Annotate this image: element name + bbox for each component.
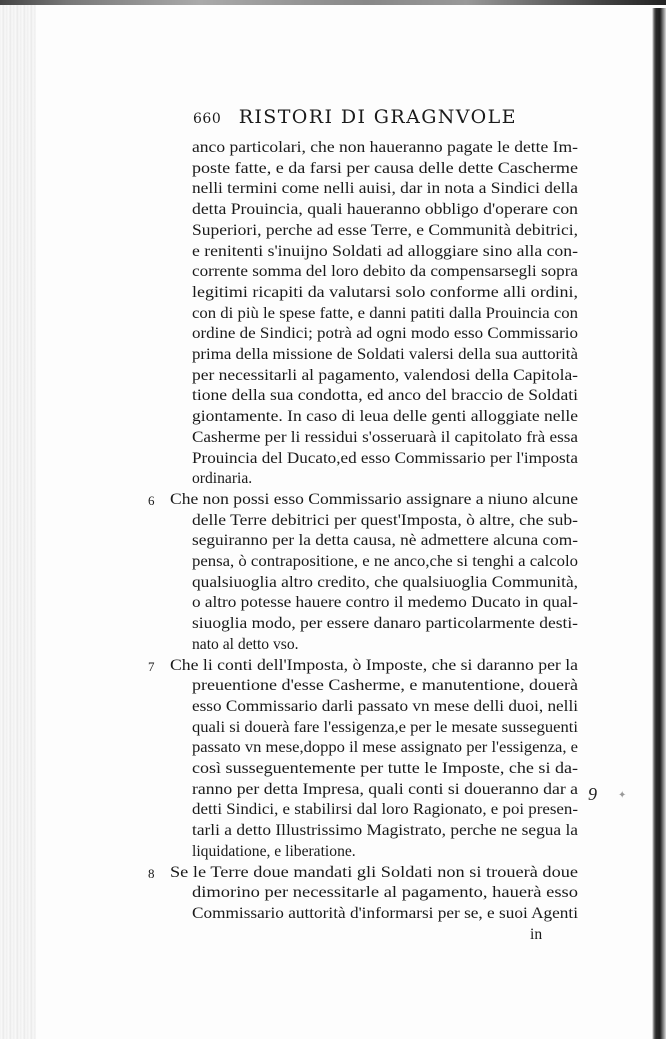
text-line: delle Terre debitrici per quest'Imposta, ò altre, che sub- — [192, 511, 578, 529]
text-line: passato vn mese,doppo il mese assignato per l'essigenza, e — [192, 739, 578, 757]
running-head — [193, 106, 517, 128]
text-line: Commissario auttorità d'informarsi per se, e suoi Agenti — [192, 904, 578, 922]
text-line: seguiranno per la detta causa, nè admettere alcuna com- — [192, 532, 578, 550]
text-line: prima della missione de Soldati valersi della sua auttorità — [192, 346, 578, 363]
running-title: RISTORI DI GRAGNVOLE — [238, 106, 517, 128]
text-line: e renitenti s'inuijno Soldati ad alloggiare sino alla con- — [192, 242, 578, 260]
text-line: Che non possi esso Commissario assignare a niuno alcune — [170, 490, 578, 508]
text-line: detta Prouincia, quali haueranno obbligo d'operare con — [192, 201, 578, 219]
text-line: esso Commissario darli passato vn mese delli duoi, nelli — [192, 697, 578, 715]
text-line: poste fatte, e da farsi per causa delle dette Cascherme — [192, 159, 578, 177]
text-line: ranno per detta Impresa, quali conti si doueranno dar a — [192, 780, 578, 798]
text-line: qualsiuoglia altro credito, che qualsiuoglia Communità, — [192, 573, 578, 591]
text-line: Casherme per li ressidui s'osseruarà il capitolato frà essa — [192, 428, 578, 446]
text-line: Superiori, perche ad esse Terre, e Communità debitrici, — [192, 221, 578, 239]
text-line: Prouincia del Ducato,ed esso Commissario per l'imposta — [192, 449, 578, 467]
text-line: legitimi ricapiti da valutarsi solo conforme alli ordini, — [192, 283, 578, 301]
text-line: nelli termini come nelli auisi, dar in nota a Sindici della — [192, 180, 578, 198]
text-line: corrente somma del loro debito da compensarsegli sopra — [192, 263, 578, 281]
text-line: con di più le spese fatte, e danni patiti dalla Prouincia con — [192, 304, 578, 322]
text-line: così susseguentemente per tutte le Imposte, che si da- — [192, 760, 578, 777]
item-number: 7 — [148, 658, 155, 674]
text-line: tione della sua condotta, ed anco del braccio de Soldati — [192, 387, 578, 405]
ink-speck: ✦ — [618, 790, 627, 801]
text-line: liquidatione, e liberatione. — [192, 842, 356, 860]
text-line: quali si douerà fare l'essigenza,e per le mesate susseguenti — [192, 718, 578, 736]
item-number: 8 — [148, 865, 155, 881]
text-line: siuoglia modo, per essere danaro particolarmente desti- — [192, 615, 578, 633]
text-line: detti Sindici, e stabilirsi dal loro Ragionato, e poi presen- — [192, 801, 578, 819]
text-line: nato al detto vso. — [192, 635, 299, 653]
text-line: o altro potesse hauere contro il medemo Ducato in qual- — [192, 594, 578, 612]
text-line: giontamente. In caso di leua delle genti alloggiate nelle — [192, 408, 578, 426]
page-number: 660 — [193, 111, 222, 127]
text-line: Che li conti dell'Imposta, ò Imposte, che si daranno per la — [170, 656, 578, 674]
text-line: ordinaria. — [192, 470, 253, 488]
text-line: preuentione d'esse Casherme, e manutentione, douerà — [192, 677, 578, 695]
text-line: pensa, ò contrapositione, e ne anco,che si tenghi a calcolo — [192, 553, 578, 570]
item-number: 6 — [148, 492, 155, 508]
text-line: ordine de Sindici; potrà ad ogni modo esso Commissario — [192, 325, 578, 343]
text-line: tarli a detto Illustrissimo Magistrato, perche ne segua la — [192, 822, 578, 840]
right-page-edge — [652, 8, 666, 1039]
text-line: per necessitarli al pagamento, valendosi della Capitola- — [192, 366, 578, 384]
margin-annotation: 9 — [588, 784, 597, 804]
text-line: anco particolari, che non haueranno pagate le dette Im- — [192, 139, 578, 156]
catchword: in — [530, 925, 543, 943]
text-line: dimorino per necessitarle al pagamento, hauerà esso — [192, 884, 578, 902]
text-line: Se le Terre doue mandati gli Soldati non si trouerà doue — [170, 863, 578, 881]
